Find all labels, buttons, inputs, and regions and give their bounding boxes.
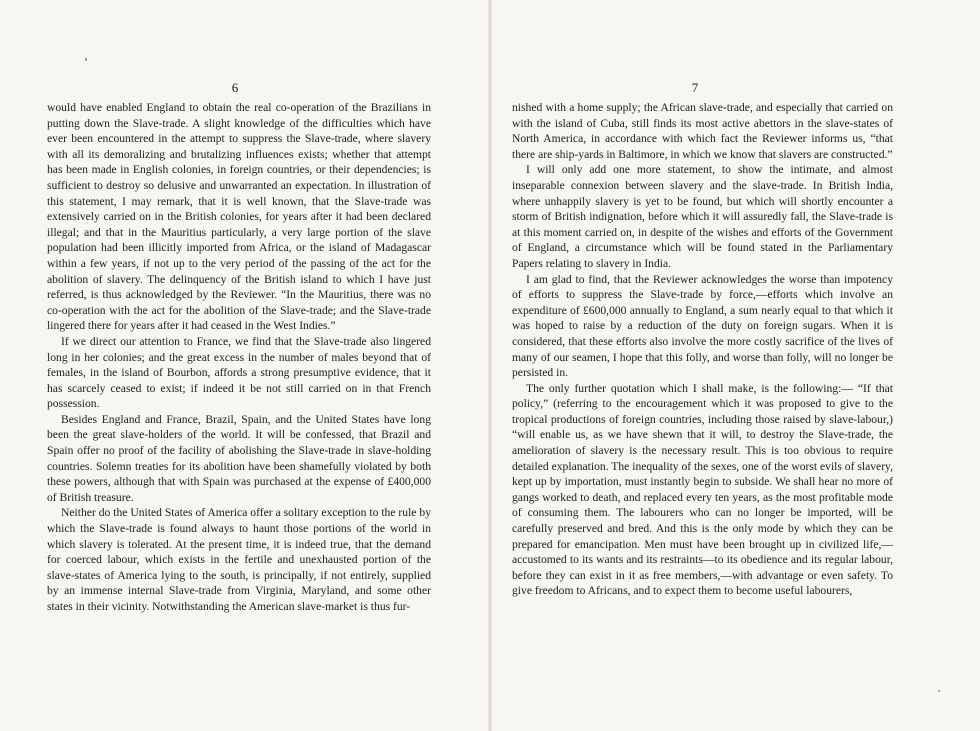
page-number-left: 6 xyxy=(231,80,239,95)
left-page xyxy=(0,0,488,731)
paragraph: The only further quotation which I shall make, is the following:— “If that policy,” (referring to the encouragement which it was proposed to give to the tropical productions of foreign countries, including those raised by slave-labour,) “will enable us, as we have shewn that it will, to destroy the Slave-trade, the amelioration of slavery is the necessary result. This is too obvious to require detailed explanation. The inequality of the sexes, one of the worst evils of slavery, kept up by importation, must instantly begin to subside. We shall hear no more of gangs worked to death, and replaced every ten years, as the most profitable mode of consuming them. The labourers who can no longer be imported, will be carefully preserved and bred. And this is the only mode by which they can be prepared for emancipation. Men must have been brought up in civilized life,—accustomed to its wants and its restraints—to its obedience and its regular labour, before they can exist in it as free members,—with advantage or even safety. To give freedom to Africans, and to expect them to become useful labourers, xyxy=(512,381,893,598)
paragraph: I will only add one more statement, to show the intimate, and almost inseparable connexion between slavery and the slave-trade. In British India, where unhappily slavery is yet to be found, but which will shortly encounter a storm of British indignation, before which it will assuredly fall, the Slave-trade is at this moment carried on, in despite of the wishes and efforts of the Government of England, a circumstance which will be found stated in the Parliamentary Papers relating to slavery in India. xyxy=(512,163,893,270)
paragraph: Neither do the United States of America offer a solitary exception to the rule by which the Slave-trade is found always to haunt those portions of the world in which slavery is tolerated. At the present time, it is indeed true, that the demand for coerced labour, which exists in the fertile and unexhausted portion of the slave-states of America lying to the south, is principally, if not entirely, supplied by an immense internal Slave-trade from Virginia, Maryland, and some other states in their vicinity. Notwithstanding the American slave-market is thus fur- xyxy=(47,506,431,613)
right-page-text xyxy=(512,100,893,599)
paragraph: If we direct our attention to France, we find that the Slave-trade also lingered long in her colonies; and the great excess in the number of males beyond that of females, in the island of Bourbon, affords a strong presumptive evidence, that it has scarcely ceased to exist; if indeed it be not still carried on in that French possession. xyxy=(47,334,431,411)
paragraph: would have enabled England to obtain the real co-operation of the Brazilians in putting down the Slave-trade. A slight knowledge of the difficulties which have ever been encountered in the attempt to suppress the Slave-trade, where slavery with all its demoralizing and brutalizing influences exists; whether that attempt has been made in English colonies, in foreign countries, or their dependencies; is sufficient to destroy so delusive and unwarranted an expectation. In illustration of this statement, I may remark, that it is well known, that the Slave-trade was extensively carried on in the British colonies, for years after it had been declared illegal; and that in the Mauritius particularly, a very large portion of the slave population had been illicitly imported from Africa, or the island of Madagascar within a few years, if not up to the very period of the passing of the act for the abolition of slavery. The delinquency of the British island to which I have just referred, is thus acknowledged by the Reviewer. “In the Mauritius, there was no co-operation with the act for the abolition of the Slave-trade; and the Slave-trade lingered there for years after it had ceased in the West Indies.” xyxy=(47,101,431,333)
paragraph: nished with a home supply; the African slave-trade, and especially that carried on with the island of Cuba, still finds its most active abettors in the slave-states of North America, in accordance with which fact the Reviewer informs us, “that there are ship-yards in Baltimore, in which we know that slavers are constructed.” xyxy=(512,101,893,161)
paragraph: I am glad to find, that the Reviewer acknowledges the worse than impotency of efforts to suppress the Slave-trade by force,—efforts which involve an expenditure of £600,000 annually to England, a sum nearly equal to that which it was hoped to raise by a reduction of the duty on foreign sugars. When it is considered, that these efforts also involve the more costly sacrifice of the lives of many of our seamen, I hope that this folly, and worse than folly, will no longer be persisted in. xyxy=(512,272,893,380)
right-page xyxy=(492,0,980,731)
page-number-right: 7 xyxy=(691,80,699,95)
left-page-text xyxy=(47,100,431,615)
paragraph: Besides England and France, Brazil, Spain, and the United States have long been the great slave-holders of the world. It will be confessed, that Brazil and Spain offer no proof of the facility of abolishing the Slave-trade in slave-holding countries. Solemn treaties for its abolition have been shamefully violated by both these powers, although that with Spain was purchased at the expense of £400,000 of British treasure. xyxy=(47,412,431,504)
paper-speck xyxy=(85,58,87,61)
paper-speck xyxy=(938,690,940,692)
